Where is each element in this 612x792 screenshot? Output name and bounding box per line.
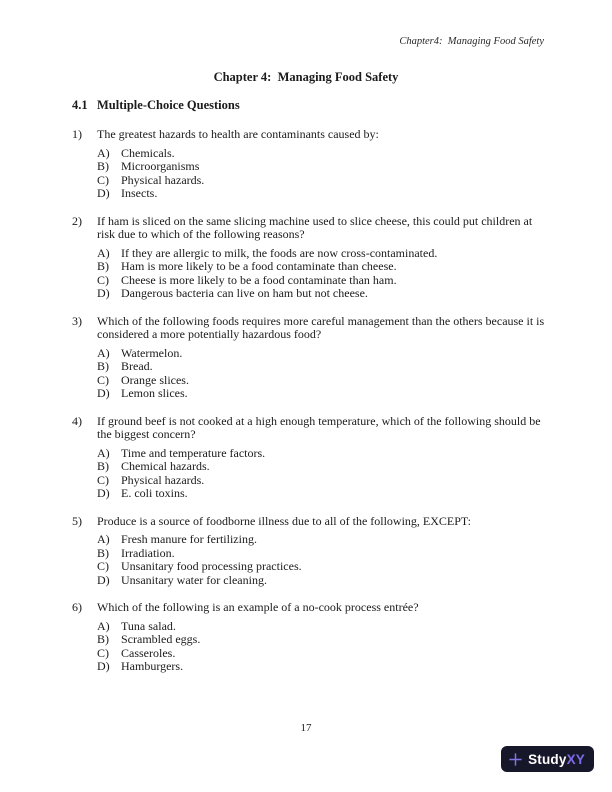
option-text: Watermelon. bbox=[121, 345, 183, 360]
option-letter: A) bbox=[97, 618, 110, 633]
option-text: Unsanitary water for cleaning. bbox=[121, 572, 267, 587]
option-text: Time and temperature factors. bbox=[121, 445, 266, 460]
option-row bbox=[97, 574, 548, 588]
option-letter: D) bbox=[97, 186, 110, 200]
option-row bbox=[97, 533, 548, 547]
section-heading bbox=[72, 98, 548, 112]
option-row bbox=[97, 174, 548, 188]
question-6 bbox=[72, 601, 548, 674]
option-row bbox=[97, 647, 548, 661]
option-row bbox=[97, 560, 548, 574]
option-list bbox=[97, 347, 548, 401]
question-text: If ham is sliced on the same slicing machine used to slice cheese, this could put children at risk due to which of the following reasons? bbox=[97, 213, 533, 241]
option-letter: D) bbox=[97, 486, 110, 500]
option-text: Dangerous bacteria can live on ham but not cheese. bbox=[121, 286, 368, 300]
option-row bbox=[97, 160, 548, 174]
option-text: Cheese is more likely to be a food contaminate than ham. bbox=[121, 272, 397, 287]
option-row bbox=[97, 260, 548, 274]
option-row bbox=[97, 547, 548, 561]
option-row bbox=[97, 660, 548, 674]
option-list bbox=[97, 620, 548, 674]
question-text: Which of the following foods requires more careful management than the others because it is considered a more potentially hazardous food? bbox=[97, 313, 545, 341]
option-letter: D) bbox=[97, 286, 110, 300]
option-letter: D) bbox=[97, 659, 110, 673]
option-letter: A) bbox=[97, 345, 110, 360]
option-list bbox=[97, 533, 548, 587]
option-text: Hamburgers. bbox=[121, 659, 184, 673]
question-3 bbox=[72, 315, 548, 401]
option-text: Unsanitary food processing practices. bbox=[121, 559, 302, 573]
option-text: Casseroles. bbox=[121, 645, 176, 660]
option-row bbox=[97, 474, 548, 488]
question-number: 3) bbox=[72, 313, 82, 328]
question-text: If ground beef is not cooked at a high enough temperature, which of the following should be the biggest concern? bbox=[97, 413, 541, 441]
option-list bbox=[97, 247, 548, 301]
option-letter: C) bbox=[97, 372, 109, 387]
question-text: The greatest hazards to health are contaminants caused by: bbox=[97, 127, 379, 141]
option-row bbox=[97, 633, 548, 647]
question-number: 2) bbox=[72, 213, 82, 228]
option-letter: B) bbox=[97, 159, 109, 173]
option-text: Insects. bbox=[121, 186, 158, 200]
option-row bbox=[97, 360, 548, 374]
running-head: Chapter4: Managing Food Safety bbox=[399, 36, 544, 47]
option-letter: A) bbox=[97, 445, 110, 460]
option-letter: B) bbox=[97, 359, 109, 373]
option-letter: D) bbox=[97, 572, 110, 587]
option-letter: A) bbox=[97, 245, 110, 260]
option-letter: C) bbox=[97, 472, 109, 487]
option-text: Orange slices. bbox=[121, 372, 189, 387]
page-content bbox=[72, 98, 548, 688]
page-title: Chapter 4: Managing Food Safety bbox=[213, 70, 399, 84]
option-list bbox=[97, 147, 548, 201]
option-row bbox=[97, 447, 548, 461]
option-letter: A) bbox=[97, 145, 110, 160]
option-row bbox=[97, 374, 548, 388]
option-letter: D) bbox=[97, 386, 110, 400]
option-text: If they are allergic to milk, the foods are now cross-contaminated. bbox=[121, 245, 438, 260]
option-row bbox=[97, 187, 548, 201]
question-2 bbox=[72, 215, 548, 301]
option-row bbox=[97, 460, 548, 474]
question-1 bbox=[72, 128, 548, 201]
option-text: E. coli toxins. bbox=[121, 486, 188, 500]
option-row bbox=[97, 487, 548, 501]
option-letter: B) bbox=[97, 259, 109, 273]
option-letter: B) bbox=[97, 632, 109, 646]
option-text: Scrambled eggs. bbox=[121, 632, 201, 646]
option-row bbox=[97, 287, 548, 301]
logo-text-study: Study bbox=[528, 751, 567, 767]
option-letter: C) bbox=[97, 645, 109, 660]
section-number: 4.1 bbox=[72, 98, 88, 112]
option-letter: B) bbox=[97, 545, 109, 560]
studyxy-logo-badge[interactable] bbox=[501, 746, 594, 772]
logo-text-xy: XY bbox=[566, 751, 585, 767]
option-text: Lemon slices. bbox=[121, 386, 188, 400]
option-text: Bread. bbox=[121, 359, 153, 373]
option-text: Chemicals. bbox=[121, 145, 175, 160]
logo-text bbox=[528, 752, 585, 767]
option-text: Microorganisms bbox=[121, 159, 200, 173]
question-number: 6) bbox=[72, 600, 82, 614]
option-text: Irradiation. bbox=[121, 545, 175, 560]
option-text: Tuna salad. bbox=[121, 618, 176, 633]
option-text: Physical hazards. bbox=[121, 172, 205, 187]
question-number: 1) bbox=[72, 127, 82, 141]
page-number: 17 bbox=[300, 722, 312, 734]
option-text: Ham is more likely to be a food contaminate than cheese. bbox=[121, 259, 397, 273]
option-text: Physical hazards. bbox=[121, 472, 205, 487]
option-row bbox=[97, 247, 548, 261]
option-list bbox=[97, 447, 548, 501]
option-text: Chemical hazards. bbox=[121, 459, 210, 473]
option-text: Fresh manure for fertilizing. bbox=[121, 532, 257, 546]
question-number: 4) bbox=[72, 413, 82, 428]
question-text: Produce is a source of foodborne illness due to all of the following, EXCEPT: bbox=[97, 513, 471, 528]
section-label: Multiple-Choice Questions bbox=[97, 98, 240, 112]
option-row bbox=[97, 387, 548, 401]
question-text: Which of the following is an example of a no-cook process entrée? bbox=[97, 600, 419, 614]
plus-icon bbox=[508, 752, 523, 767]
option-letter: B) bbox=[97, 459, 109, 473]
option-letter: C) bbox=[97, 559, 109, 573]
option-row bbox=[97, 347, 548, 361]
question-4 bbox=[72, 415, 548, 501]
option-row bbox=[97, 620, 548, 634]
option-row bbox=[97, 147, 548, 161]
option-letter: C) bbox=[97, 172, 109, 187]
option-letter: A) bbox=[97, 532, 110, 546]
option-letter: C) bbox=[97, 272, 109, 287]
option-row bbox=[97, 274, 548, 288]
question-5 bbox=[72, 515, 548, 588]
question-number: 5) bbox=[72, 513, 82, 528]
